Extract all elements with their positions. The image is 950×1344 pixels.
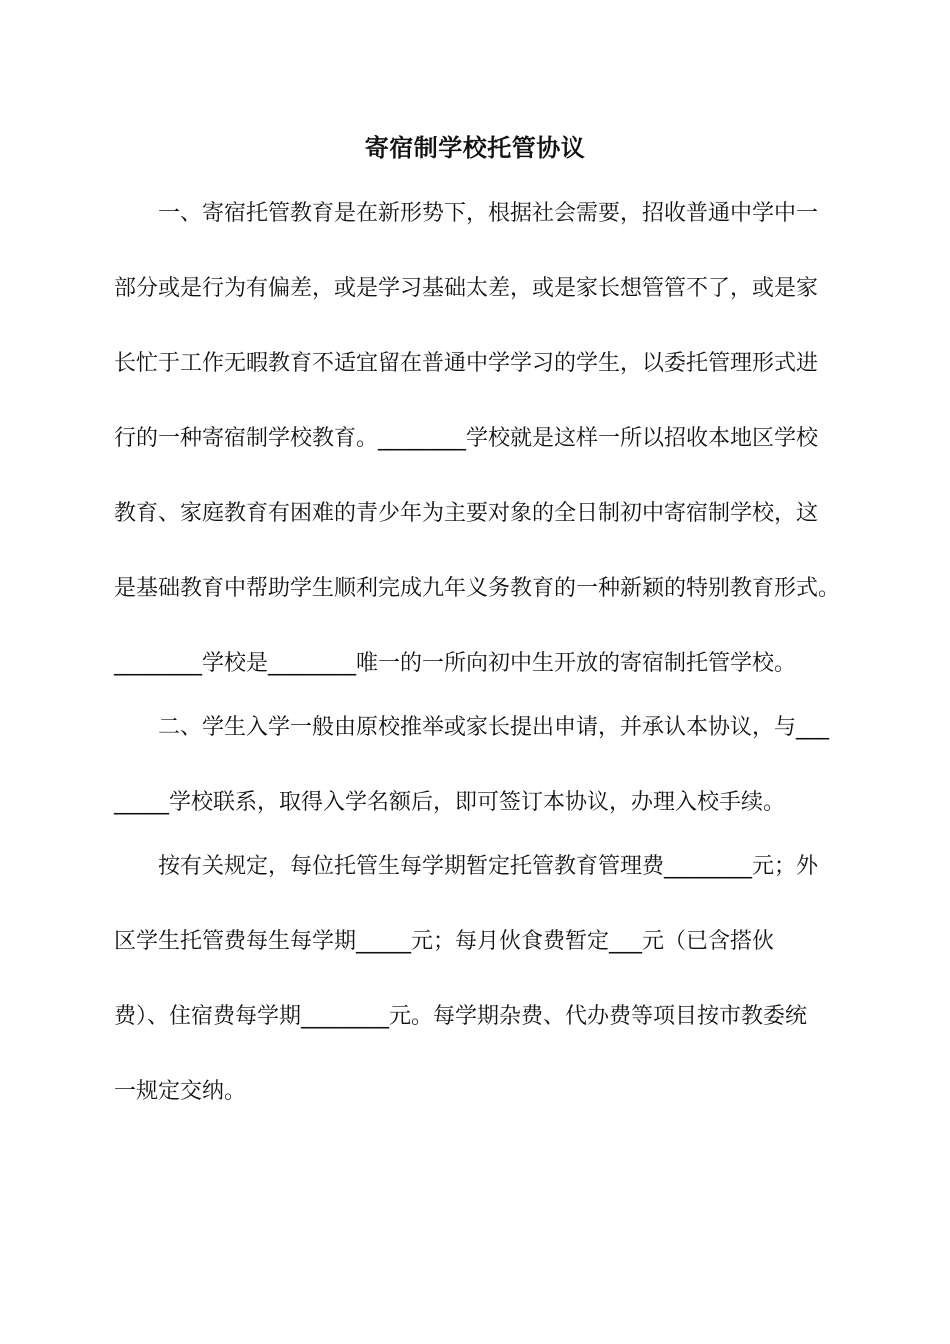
paragraph-3-line-2: 区学生托管费每生每学期_____元；每月伙食费暂定___元（已含搭伙 (114, 929, 775, 954)
document-title: 寄宿制学校托管协议 (364, 134, 586, 162)
paragraph-3-line-1: 按有关规定，每位托管生每学期暂定托管教育管理费________元；外 (158, 854, 819, 879)
paragraph-2-line-1: 二、学生入学一般由原校推举或家长提出申请，并承认本协议，与___ (158, 715, 830, 740)
paragraph-1-line-2: 部分或是行为有偏差，或是学习基础太差，或是家长想管管不了，或是家 (114, 276, 819, 301)
paragraph-3-line-3: 费）、住宿费每学期________元。每学期杂费、代办费等项目按市教委统 (114, 1004, 808, 1029)
paragraph-1-line-7: ________学校是________唯一的一所向初中生开放的寄宿制托管学校。 (114, 651, 797, 676)
paragraph-3-line-4: 一规定交纳。 (114, 1079, 247, 1104)
paragraph-1-line-3: 长忙于工作无暇教育不适宜留在普通中学学习的学生，以委托管理形式进 (114, 351, 819, 376)
paragraph-1-line-5: 教育、家庭教育有困难的青少年为主要对象的全日制初中寄宿制学校，这 (114, 501, 819, 526)
paragraph-2-line-2: _____学校联系，取得入学名额后，即可签订本协议，办理入校手续。 (114, 790, 786, 815)
paragraph-1-line-1: 一、寄宿托管教育是在新形势下，根据社会需要，招收普通中学中一 (158, 201, 819, 226)
paragraph-1-line-6: 是基础教育中帮助学生顺利完成九年义务教育的一种新颖的特别教育形式。 (114, 576, 841, 601)
paragraph-1-line-4: 行的一种寄宿制学校教育。________学校就是这样一所以招收本地区学校 (114, 426, 819, 451)
